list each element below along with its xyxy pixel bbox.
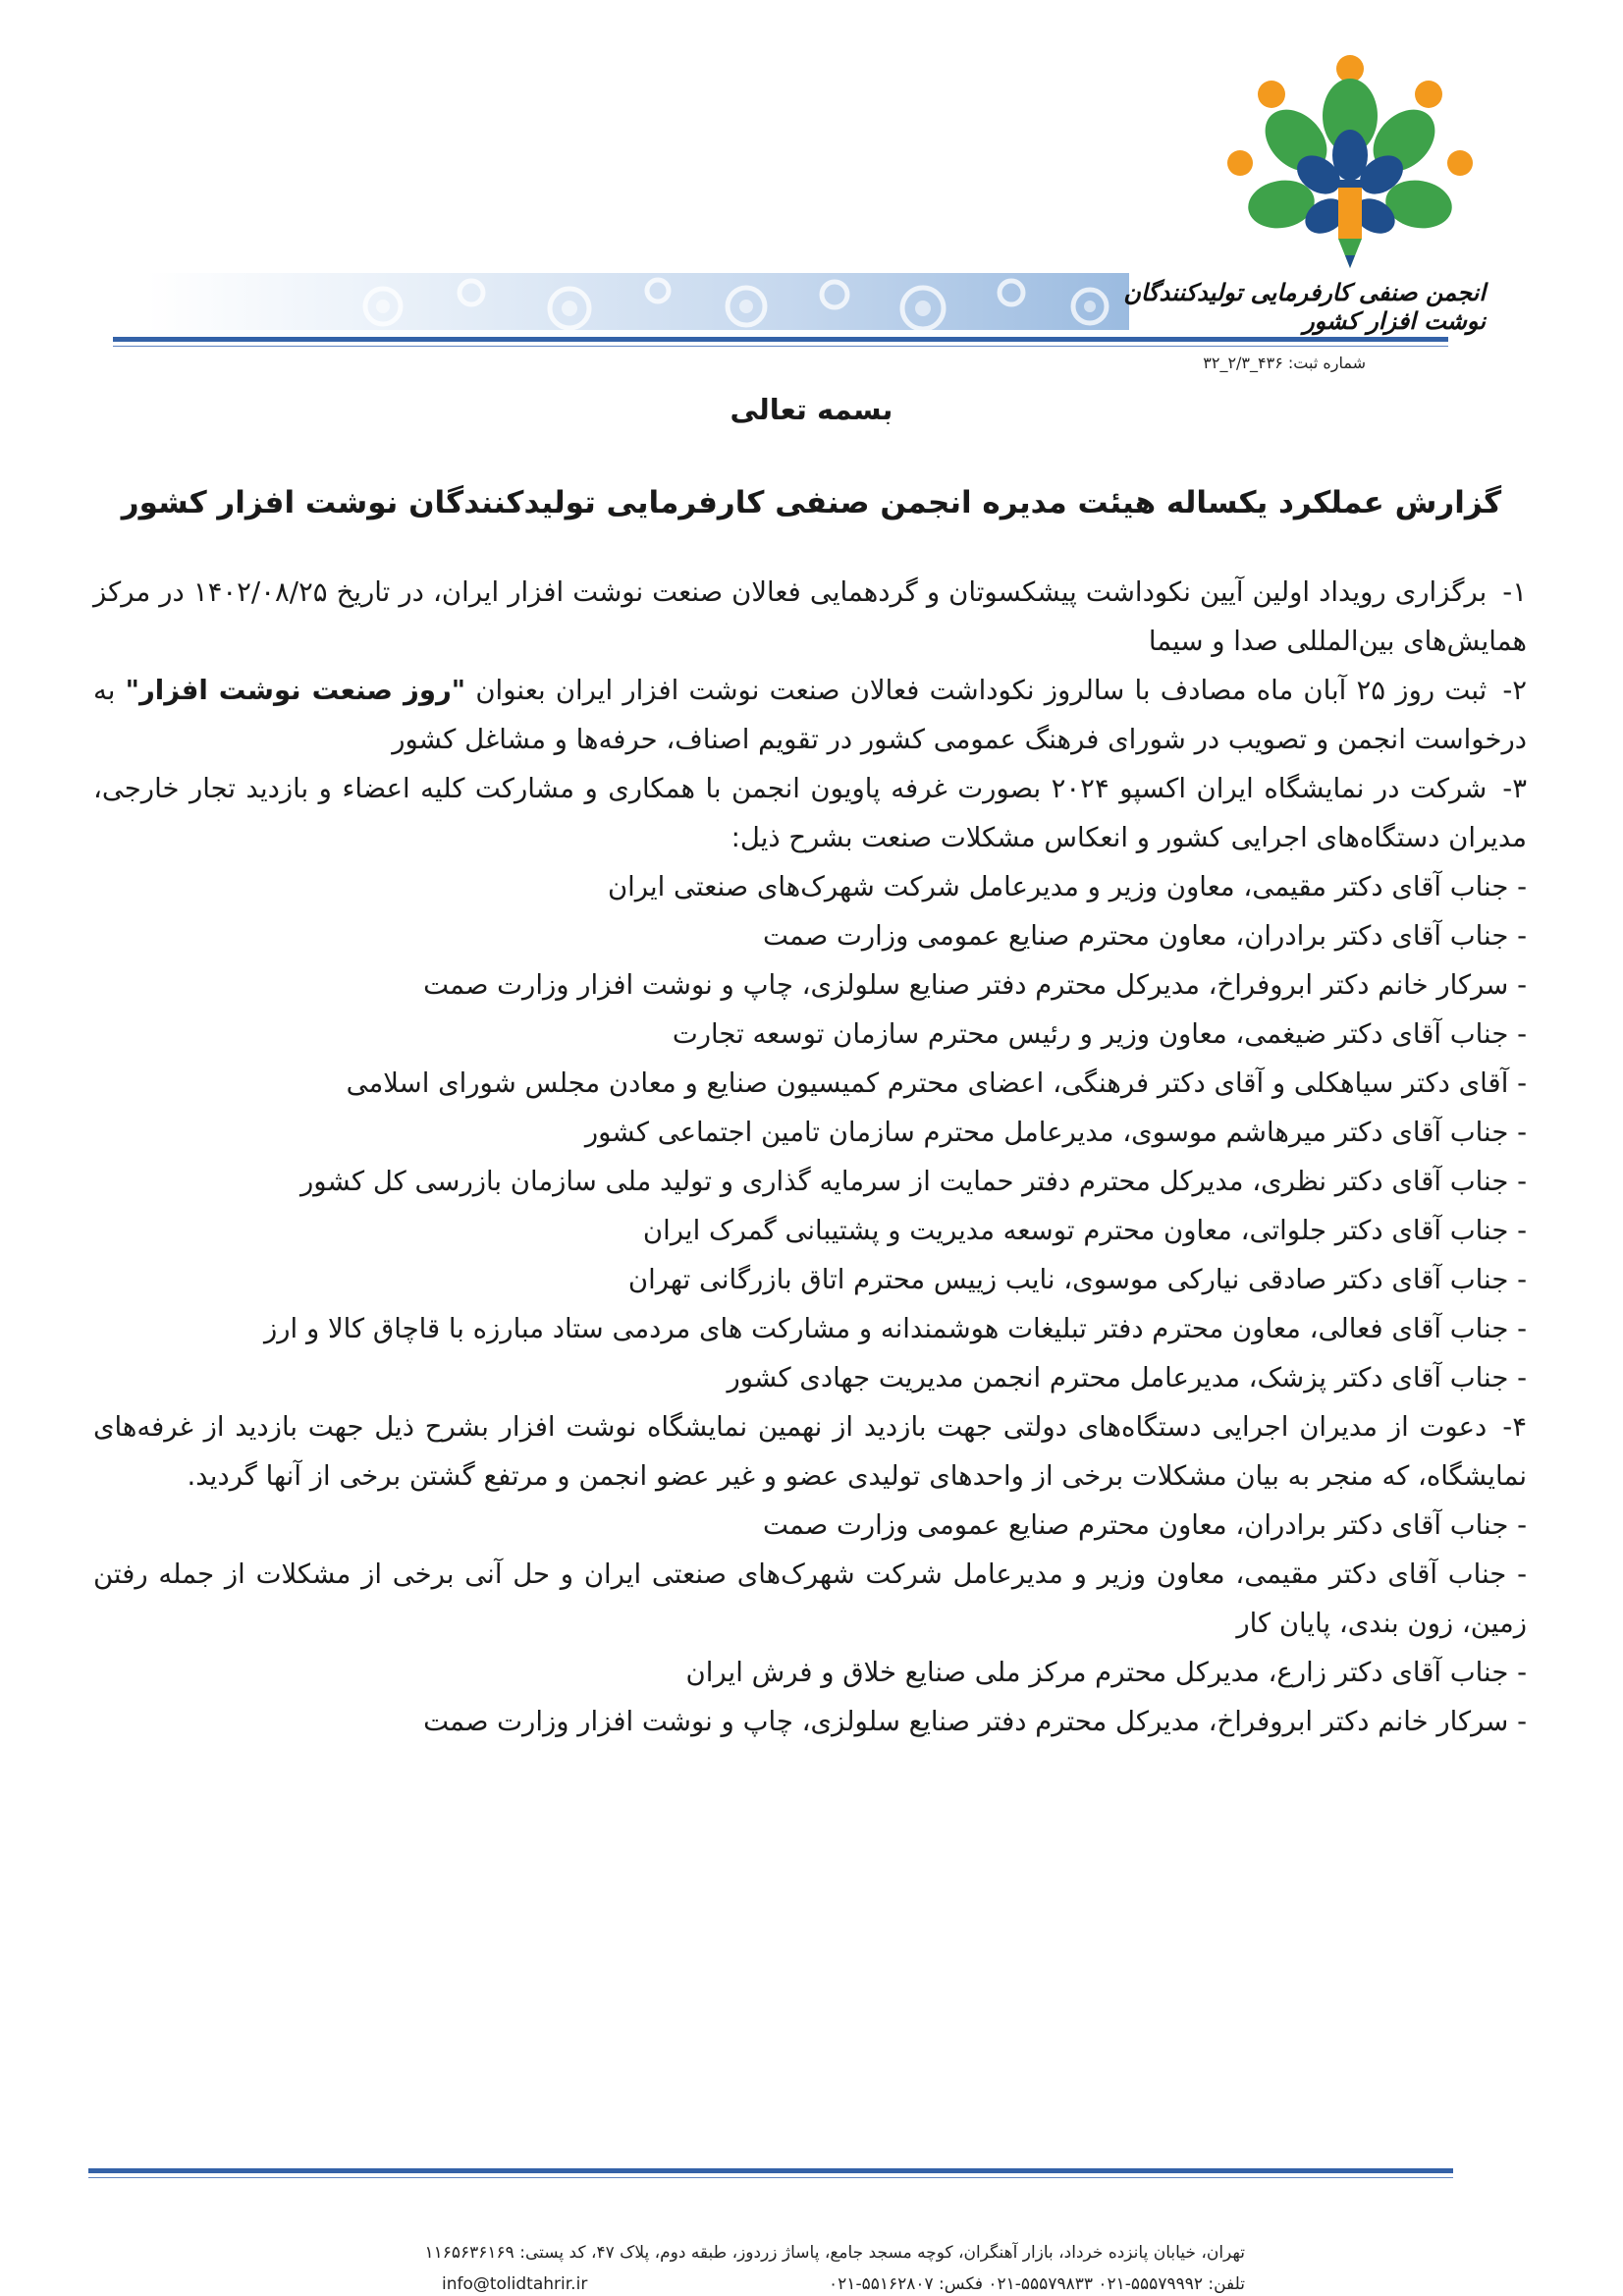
gear-icon: [147, 273, 1129, 330]
footer-divider: [88, 2168, 1453, 2173]
list-item: - جناب آقای دکتر صادقی نیارکی موسوی، نایب زییس محترم اتاق بازرگانی تهران: [627, 1264, 1527, 1295]
item-4: [93, 1402, 1527, 1501]
footer-phone-fax: تلفن: ۵۵۵۷۹۹۹۲-۰۲۱ ۵۵۵۷۹۸۳۳-۰۲۱ فکس: ۵۵۱۶۲۸۰۷-۰۲۱: [829, 2274, 1245, 2294]
list-item: - سرکار خانم دکتر ابروفراخ، مدیرکل محترم دفتر صنایع سلولزی، چاپ و نوشت افزار وزارت صمت: [423, 969, 1527, 1001]
list-item: - جناب آقای دکتر جلواتی، معاون محترم توسعه مدیریت و پشتیبانی گمرک ایران: [642, 1215, 1527, 1246]
list-item: - جناب آقای دکتر برادران، معاون محترم صنایع عمومی وزارت صمت: [762, 920, 1527, 952]
visitors-list-1: [93, 862, 1527, 1402]
item-2: [93, 666, 1527, 764]
item-text: برگزاری رویداد اولین آیین نکوداشت پیشکسوتان و گردهمایی فعالان صنعت نوشت افزار ایران، در تاریخ ۱۴۰۲/۰۸/۲۵ در مرکز همایش‌های بین‌المللی صدا و سیما: [93, 576, 1527, 657]
footer-address: تهران، خیابان پانزده خرداد، بازار آهنگران، کوچه مسجد جامع، پاساژ زردوز، طبقه دوم، پلاک ۴۷، کد پستی: ۱۱۶۵۶۳۶۱۶۹: [424, 2243, 1245, 2263]
association-logo: [1203, 47, 1497, 288]
organization-name: انجمن صنفی کارفرمایی تولیدکنندگان نوشت افزار کشور: [1123, 278, 1486, 335]
report-title: گزارش عملکرد یکساله هیئت مدیره انجمن صنفی کارفرمایی تولیدکنندگان نوشت افزار کشور: [121, 485, 1502, 520]
item-text: ثبت روز ۲۵ آبان ماه مصادف با سالروز نکوداشت فعالان صنعت نوشت افزار ایران بعنوان: [465, 675, 1488, 706]
list-item: - جناب آقای دکتر ضیغمی، معاون وزیر و رئیس محترم سازمان توسعه تجارت: [672, 1018, 1527, 1050]
item-text: دعوت از مدیران اجرایی دستگاه‌های دولتی جهت بازدید از نهمین نمایشگاه نوشت افزار بشرح ذیل جهت بازدید از غرفه‌های نمایشگاه، که منجر به بیان مشکلات برخی از واحدهای تولیدی عضو و غیر عضو انجمن و مرتفع گشتن برخی از آنها گردید.: [93, 1411, 1527, 1492]
list-item: - جناب آقای دکتر مقیمی، معاون وزیر و مدیرعامل شرکت شهرک‌های صنعتی ایران: [607, 871, 1527, 902]
basmala-heading: بسمه تعالی: [730, 393, 893, 426]
header-divider-thin: [113, 346, 1448, 347]
item-text: به درخواست انجمن و تصویب در شورای فرهنگ عمومی کشور در تقویم اصناف، حرفه‌ها و مشاغل کشور: [93, 675, 1527, 755]
item-text: شرکت در نمایشگاه ایران اکسپو ۲۰۲۴ بصورت غرفه پاویون انجمن با همکاری و مشارکت کلیه اعضاء و بازدید تجار خارجی، مدیران دستگاه‌های اجرایی کشور و انعکاس مشکلات صنعت بشرح ذیل:: [93, 773, 1527, 853]
item-number: ۲-: [1502, 675, 1528, 706]
visitors-list-2: [93, 1501, 1527, 1746]
item-number: ۱-: [1502, 576, 1527, 608]
list-item: - جناب آقای دکتر پزشک، مدیرعامل محترم انجمن مدیریت جهادی کشور: [727, 1362, 1527, 1394]
list-item: - جناب آقای دکتر برادران، معاون محترم صنایع عمومی وزارت صمت: [762, 1509, 1527, 1541]
list-item: - جناب آقای دکتر زارع، مدیرکل محترم مرکز ملی صنایع خلاق و فرش ایران: [685, 1657, 1527, 1688]
list-item: - جناب آقای دکتر نظری، مدیرکل محترم دفتر حمایت از سرمایه گذاری و تولید ملی سازمان بازرسی کل کشور: [299, 1166, 1527, 1197]
item-number: ۴-: [1502, 1411, 1527, 1443]
list-item: - آقای دکتر سیاهکلی و آقای دکتر فرهنگی، اعضای محترم کمیسیون صنایع و معادن مجلس شورای اسلامی: [346, 1067, 1527, 1099]
list-item: - جناب آقای دکتر میرهاشم موسوی، مدیرعامل محترم سازمان تامین اجتماعی کشور: [584, 1117, 1527, 1148]
registration-number: شماره ثبت: ۴۳۶_۲/۳_۳۲: [1203, 354, 1366, 372]
item-number: ۳-: [1502, 773, 1527, 804]
list-item: - جناب آقای دکتر مقیمی، معاون وزیر و مدیرعامل شرکت شهرک‌های صنعتی ایران و حل آنی برخی از مشکلات از جمله رفتن زمین، زون بندی، پایان کار: [93, 1558, 1527, 1639]
list-item: - جناب آقای فعالی، معاون محترم دفتر تبلیغات هوشمندانه و مشارکت های مردمی ستاد مبارزه با قاچاق کالا و ارز: [264, 1313, 1527, 1344]
footer-email[interactable]: info@tolidtahrir.ir: [442, 2274, 588, 2294]
gear-banner: [147, 273, 1129, 330]
header-divider: [113, 337, 1448, 342]
report-body: [93, 568, 1527, 1746]
bold-phrase: "روز صنعت نوشت افزار": [125, 675, 466, 706]
item-1: [93, 568, 1527, 666]
list-item: - سرکار خانم دکتر ابروفراخ، مدیرکل محترم دفتر صنایع سلولزی، چاپ و نوشت افزار وزارت صمت: [423, 1706, 1527, 1737]
footer-divider-thin: [88, 2177, 1453, 2178]
item-3: [93, 764, 1527, 862]
